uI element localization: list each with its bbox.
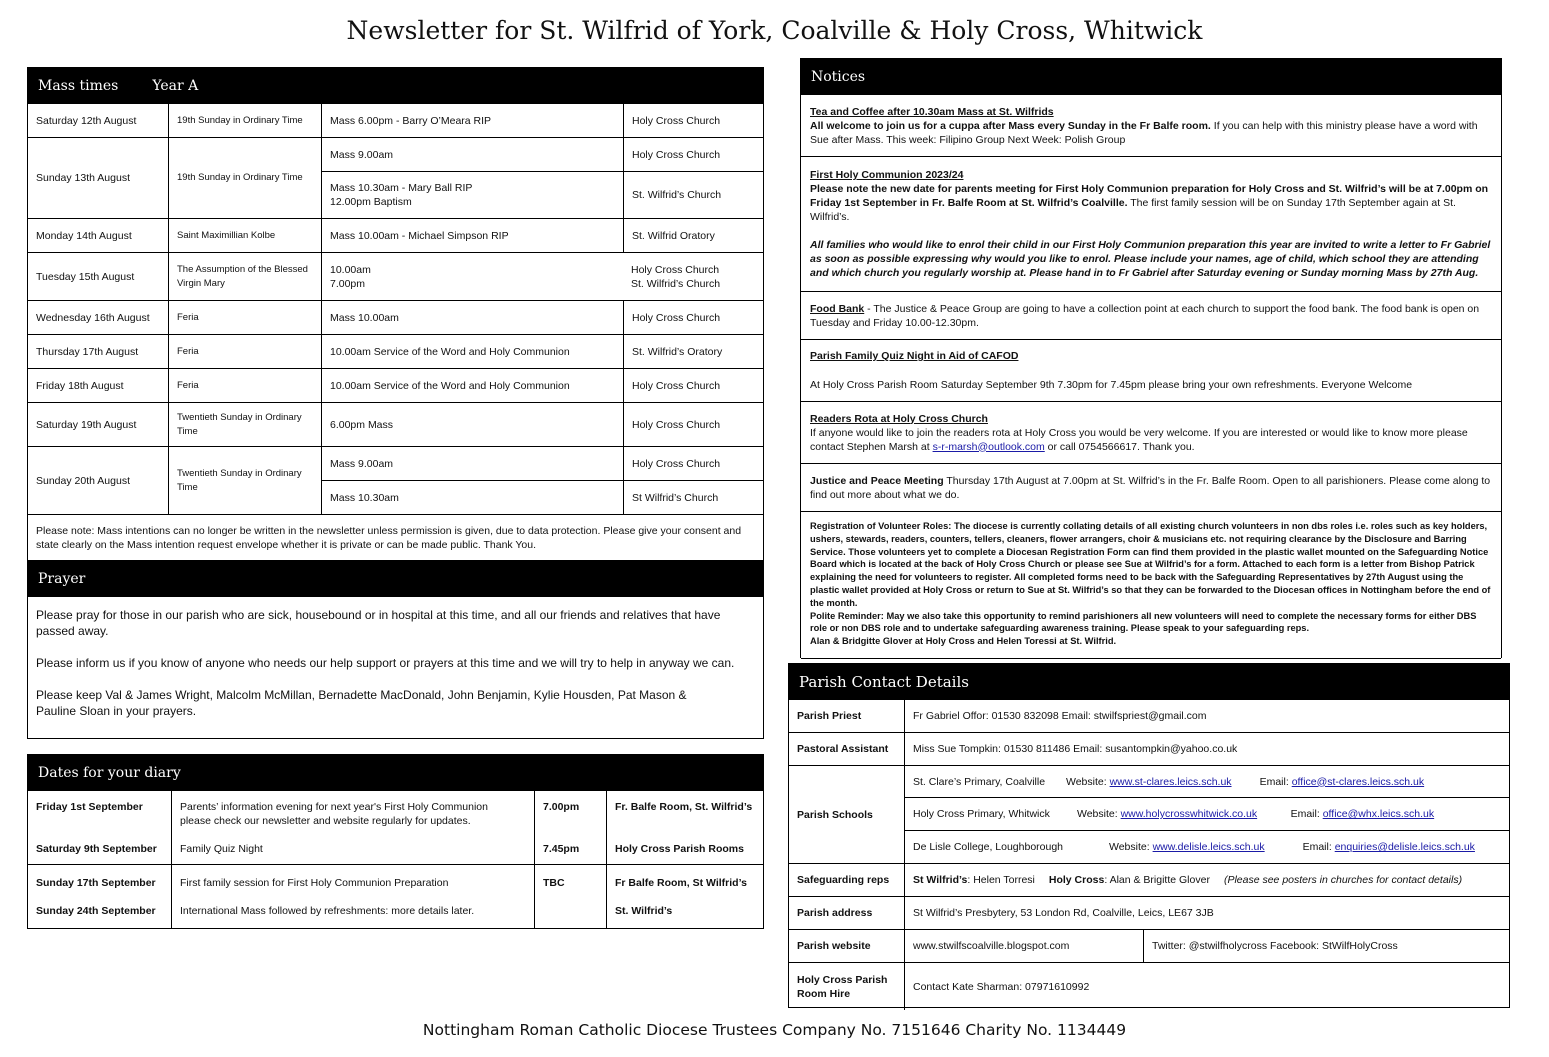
mass-church: Holy Cross Church	[624, 403, 763, 447]
mass-feast: Twentieth Sunday in Ordinary Time	[169, 447, 322, 515]
mass-church: St. Wilfrid’s Oratory	[624, 335, 763, 369]
notice-italic: All families who would like to enrol their child in our First Holy Communion preparation this year are invited to write a letter to Fr Gabriel as soon as possible expressing why would you like to enrol. Please include your names, age of child, which school they are attending and which church you regularly worship at. Please hand in to Fr Gabriel after Saturday evening or Sunday morning Mass by 27th Aug.	[810, 239, 1491, 279]
contact-social: Twitter: @stwilfholycross Facebook: StWilfHolyCross	[1144, 930, 1509, 963]
notice-title: Justice and Peace Meeting	[810, 474, 944, 487]
mass-day: Tuesday 15th August	[28, 253, 169, 301]
sg-note: (Please see posters in churches for contact details)	[1223, 874, 1463, 886]
sg-label: Holy Cross	[1048, 874, 1105, 886]
notice-body	[810, 426, 1492, 454]
notice-title: Parish Family Quiz Night in Aid of CAFOD	[810, 350, 1019, 362]
school-web-label: Website:	[1077, 808, 1118, 820]
mass-times-list	[330, 263, 371, 291]
prayer-paragraph: Please inform us if you know of anyone who needs our help support or prayers at this time and we will try to help in anyway we can.	[36, 656, 735, 670]
notice-food-bank	[801, 292, 1501, 340]
diary-place: Fr. Balfe Room, St. Wilfrid’s	[615, 801, 753, 813]
school-row	[905, 766, 1509, 798]
mass-day: Monday 14th August	[28, 219, 169, 253]
notice-quiz-night	[801, 340, 1501, 402]
school-row	[905, 831, 1509, 864]
diary-date: Sunday 17th September	[36, 877, 156, 889]
mass-intention: 10.00am Service of the Word and Holy Communion	[322, 369, 624, 403]
prayer-paragraph: Please pray for those in our parish who are sick, housebound or in hospital at this time, and all our friends and relatives that have passed away.	[36, 608, 721, 638]
sg-label: St Wilfrid’s	[913, 874, 968, 886]
diary-time: 7.45pm	[543, 843, 580, 855]
notice-title: Readers Rota at Holy Cross Church	[810, 412, 988, 425]
diary-place: Fr Balfe Room, St Wilfrid’s	[615, 877, 747, 889]
school-email-label: Email:	[1259, 775, 1289, 788]
mass-intention	[322, 253, 763, 301]
notice-body	[810, 182, 1492, 224]
prayer-line: Pauline Sloan in your prayers.	[36, 704, 197, 718]
mass-feast: Feria	[169, 301, 322, 335]
prayer-section	[27, 560, 764, 739]
notice-bold: Please note the new date for parents meeting for First Holy Communion preparation for Holy Cross and St. Wilfrid’s will be at 7.00pm on Friday 1st September in Fr. Balfe Room at St. Wilfrid’s Coalville.	[810, 183, 1489, 209]
prayer-header: Prayer	[28, 561, 763, 597]
mass-church: St Wilfrid’s Church	[624, 481, 763, 515]
notice-text: - The Justice & Peace Group are going to have a collection point at each church to support the food bank. The food bank is open on Tuesday and Friday 10.00-12.30pm.	[810, 302, 1480, 329]
mass-church-list	[631, 263, 755, 291]
notice-readers-rota	[801, 402, 1501, 464]
diary-place-cell	[607, 791, 763, 865]
school-website-link[interactable]: www.st-clares.leics.sch.uk	[1109, 775, 1232, 788]
diary-section	[27, 754, 764, 929]
diary-event: International Mass followed by refreshments: more details later.	[180, 905, 475, 917]
contact-label: Parish Priest	[789, 700, 905, 733]
notice-title: Tea and Coffee after 10.30am Mass at St. Wilfrids	[810, 105, 1054, 118]
mass-intention-note: Please note: Mass intentions can no longer be written in the newsletter unless permission is given, due to data protection. Please give your consent and state clearly on the Mass intention request envelope whether it is private or can be made public. Thank You.	[36, 525, 742, 551]
diary-event: Family Quiz Night	[180, 843, 263, 855]
diary-date: Sunday 24th September	[36, 905, 156, 917]
mass-times-title: Mass times	[38, 78, 119, 94]
prayer-paragraph	[36, 687, 755, 719]
notice-text: or call 0754566617. Thank you.	[1044, 440, 1195, 453]
mass-church: Holy Cross Church	[624, 138, 763, 172]
mass-line: 7.00pm	[330, 277, 366, 290]
notice-text: Polite Reminder: May we also take this opportunity to remind parishioners all new volunteers will need to complete the necessary forms for either DBS role or non DBS role and to undertake safeguarding awareness training. Please speak to your safeguarding reps.	[810, 610, 1477, 634]
mass-intention: Mass 10.00am - Michael Simpson RIP	[322, 219, 624, 253]
mass-feast: 19th Sunday in Ordinary Time	[169, 104, 322, 138]
contact-room-hire: Contact Kate Sharman: 07971610992	[913, 980, 1090, 993]
mass-day: Saturday 12th August	[28, 104, 169, 138]
mass-intention: Mass 10.00am	[322, 301, 624, 335]
contact-header: Parish Contact Details	[789, 664, 1509, 700]
school-email-link[interactable]: office@st-clares.leics.sch.uk	[1291, 775, 1425, 788]
mass-times-table	[28, 104, 763, 515]
contact-address: St Wilfrid’s Presbytery, 53 London Rd, Coalville, Leics, LE67 3JB	[905, 897, 1509, 930]
prayer-body	[28, 597, 763, 719]
contact-label: Parish Schools	[789, 766, 905, 864]
notice-bold: All welcome to join us for a cuppa after Mass every Sunday in the Fr Balfe room.	[810, 119, 1211, 132]
notice-title: First Holy Communion 2023/24	[810, 169, 964, 181]
contact-table	[789, 700, 1509, 1010]
newsletter-title: Newsletter for St. Wilfrid of York, Coalville & Holy Cross, Whitwick	[346, 16, 1203, 45]
diary-event-cell	[172, 865, 535, 928]
notice-body	[810, 474, 1492, 502]
diary-date-cell	[28, 791, 172, 865]
contact-label: Pastoral Assistant	[789, 733, 905, 766]
mass-day: Thursday 17th August	[28, 335, 169, 369]
diary-date: Saturday 9th September	[36, 843, 157, 855]
contact-label: Parish website	[789, 930, 905, 963]
school-email-label: Email:	[1302, 841, 1332, 853]
mass-church: Holy Cross Church	[631, 263, 720, 276]
mass-church: Holy Cross Church	[624, 447, 763, 481]
notice-body	[810, 302, 1492, 330]
notice-tea-coffee	[801, 95, 1501, 157]
mass-line: 10.00am	[330, 263, 371, 276]
notice-justice-peace	[801, 464, 1501, 512]
mass-feast: Feria	[169, 335, 322, 369]
mass-church: St. Wilfrid Oratory	[624, 219, 763, 253]
school-website-link[interactable]: www.delisle.leics.sch.uk	[1152, 841, 1265, 853]
notice-signoff: Alan & Bridgitte Glover at Holy Cross and Helen Toressi at St. Wilfrid.	[810, 636, 1117, 647]
email-link[interactable]: s-r-marsh@outlook.com	[932, 440, 1045, 453]
notice-body: At Holy Cross Parish Room Saturday September 9th 7.30pm for 7.45pm please bring your own refreshments. Everyone Welcome	[810, 379, 1413, 391]
notice-volunteer-roles	[801, 512, 1501, 659]
school-web-label: Website:	[1109, 841, 1150, 853]
mass-church: St. Wilfrid’s Church	[631, 277, 721, 290]
mass-times-section	[27, 67, 764, 561]
notice-title: Food Bank	[810, 302, 865, 315]
notices-header: Notices	[801, 59, 1501, 95]
mass-intention: Mass 6.00pm - Barry O’Meara RIP	[322, 104, 624, 138]
prayer-line: Please keep Val & James Wright, Malcolm McMillan, Bernadette MacDonald, John Benjamin, Kylie Housden, Pat Mason &	[36, 688, 687, 702]
mass-church: Holy Cross Church	[624, 369, 763, 403]
mass-intention: 6.00pm Mass	[322, 403, 624, 447]
mass-day: Saturday 19th August	[28, 403, 169, 447]
mass-intention: 10.00am Service of the Word and Holy Communion	[322, 335, 624, 369]
mass-intention: Mass 9.00am	[322, 447, 624, 481]
diary-time-cell	[535, 791, 607, 865]
school-email-link[interactable]: enquiries@delisle.leics.sch.uk	[1334, 841, 1475, 853]
contact-label: Holy Cross Parish Room Hire	[789, 963, 905, 1010]
footer-charity-info: Nottingham Roman Catholic Diocese Trustees Company No. 7151646 Charity No. 1134449	[422, 1021, 1127, 1039]
mass-intention: Mass 9.00am	[322, 138, 624, 172]
mass-times-header	[28, 68, 763, 104]
mass-feast: 19th Sunday in Ordinary Time	[169, 138, 322, 219]
sg-name: : Alan & Brigitte Glover	[1104, 874, 1210, 886]
notice-text: Registration of Volunteer Roles: The diocese is currently collating details of all existing church volunteers in non dbs roles i.e. roles such as key holders, ushers, stewards, readers, counters, tellers, cleaners, flower arrangers, choir & musicians etc. not requiring clearance by the Disclosure and Barring Service. Those volunteers yet to complete a Diocesan Registration Form can find them provided in the plastic wallet mounted on the Safeguarding Notice Board which is located at the back of Holy Cross Church or please see Sue at Wilfrid’s for a form. Attached to each form is a letter from Bishop Patrick explaining the need for volunteers to register. All completed forms need to be back with the Safeguarding Representatives by 27th August using the plastic wallet provided at Holy Cross or return to Sue at St. Wilfrid’s so that they can be forwarded to the Diocesan offices in Nottingham before the end of the month.	[810, 521, 1491, 608]
school-name: St. Clare’s Primary, Coalville	[913, 775, 1046, 788]
school-email-link[interactable]: office@whx.leics.sch.uk	[1322, 808, 1435, 820]
mass-church: St. Wilfrid’s Church	[624, 172, 763, 219]
notice-text: The first family session will be on Sunday 17th September again at St. Wilfrid’s.	[810, 197, 1456, 223]
contact-label: Parish address	[789, 897, 905, 930]
mass-line: Mass 10.30am - Mary Ball RIP	[330, 182, 473, 194]
notice-text: If you can help with this ministry please have a word with Sue after Mass. This week: Filipino Group Next Week: Polish Group	[810, 119, 1478, 146]
diary-place: St. Wilfrid’s	[615, 905, 673, 917]
notice-text: If anyone would like to join the readers rota at Holy Cross you would be very welcome. If you are interested or would like to know more please contact Stephen Marsh at	[810, 426, 1468, 453]
school-web-label: Website:	[1066, 775, 1107, 788]
mass-intention: Mass 10.30am	[322, 481, 624, 515]
diary-event: First family session for First Holy Communion Preparation	[180, 877, 449, 889]
school-name: Holy Cross Primary, Whitwick	[913, 808, 1050, 820]
diary-table	[28, 791, 763, 928]
diary-event: Parents’ information evening for next year's First Holy Communion please check our newsletter and website regularly for updates.	[180, 801, 488, 827]
school-email-label: Email:	[1290, 808, 1320, 820]
mass-feast: The Assumption of the Blessed Virgin Mary	[169, 253, 322, 301]
mass-line: 12.00pm Baptism	[330, 196, 412, 208]
liturgical-year: Year A	[152, 78, 199, 94]
diary-place-cell	[607, 865, 763, 928]
mass-intention	[322, 172, 624, 219]
mass-feast: Saint Maximillian Kolbe	[169, 219, 322, 253]
sg-name: : Helen Torresi	[967, 874, 1035, 886]
mass-day: Sunday 13th August	[28, 138, 169, 219]
notice-first-communion	[801, 157, 1501, 292]
mass-day: Wednesday 16th August	[28, 301, 169, 335]
contact-label: Safeguarding reps	[789, 864, 905, 897]
mass-day: Friday 18th August	[28, 369, 169, 403]
mass-church: Holy Cross Church	[624, 301, 763, 335]
notice-body	[810, 119, 1492, 147]
contact-website[interactable]: www.stwilfscoalville.blogspot.com	[905, 930, 1144, 963]
notices-section	[800, 58, 1502, 658]
diary-time: TBC	[543, 877, 565, 889]
contact-priest: Fr Gabriel Offor: 01530 832098 Email: stwilfspriest@gmail.com	[905, 700, 1509, 733]
diary-place: Holy Cross Parish Rooms	[615, 843, 744, 855]
diary-header: Dates for your diary	[28, 755, 763, 791]
diary-date: Friday 1st September	[36, 801, 143, 813]
diary-date-cell	[28, 865, 172, 928]
diary-event-cell	[172, 791, 535, 865]
contact-section	[788, 663, 1510, 1008]
diary-time-cell	[535, 865, 607, 928]
school-row	[905, 798, 1509, 831]
mass-feast: Feria	[169, 369, 322, 403]
contact-safeguarding	[905, 864, 1509, 897]
mass-day: Sunday 20th August	[28, 447, 169, 515]
mass-feast: Twentieth Sunday in Ordinary Time	[169, 403, 322, 447]
diary-time: 7.00pm	[543, 801, 580, 813]
contact-assistant: Miss Sue Tompkin: 01530 811486 Email: susantompkin@yahoo.co.uk	[905, 733, 1509, 766]
school-website-link[interactable]: www.holycrosswhitwick.co.uk	[1120, 808, 1258, 820]
notice-text: Thursday 17th August at 7.00pm at St. Wilfrid’s in the Fr. Balfe Room. Open to all parishioners. Please come along to find out more about what we do.	[810, 474, 1491, 501]
school-name: De Lisle College, Loughborough	[913, 841, 1064, 853]
mass-church: Holy Cross Church	[624, 104, 763, 138]
